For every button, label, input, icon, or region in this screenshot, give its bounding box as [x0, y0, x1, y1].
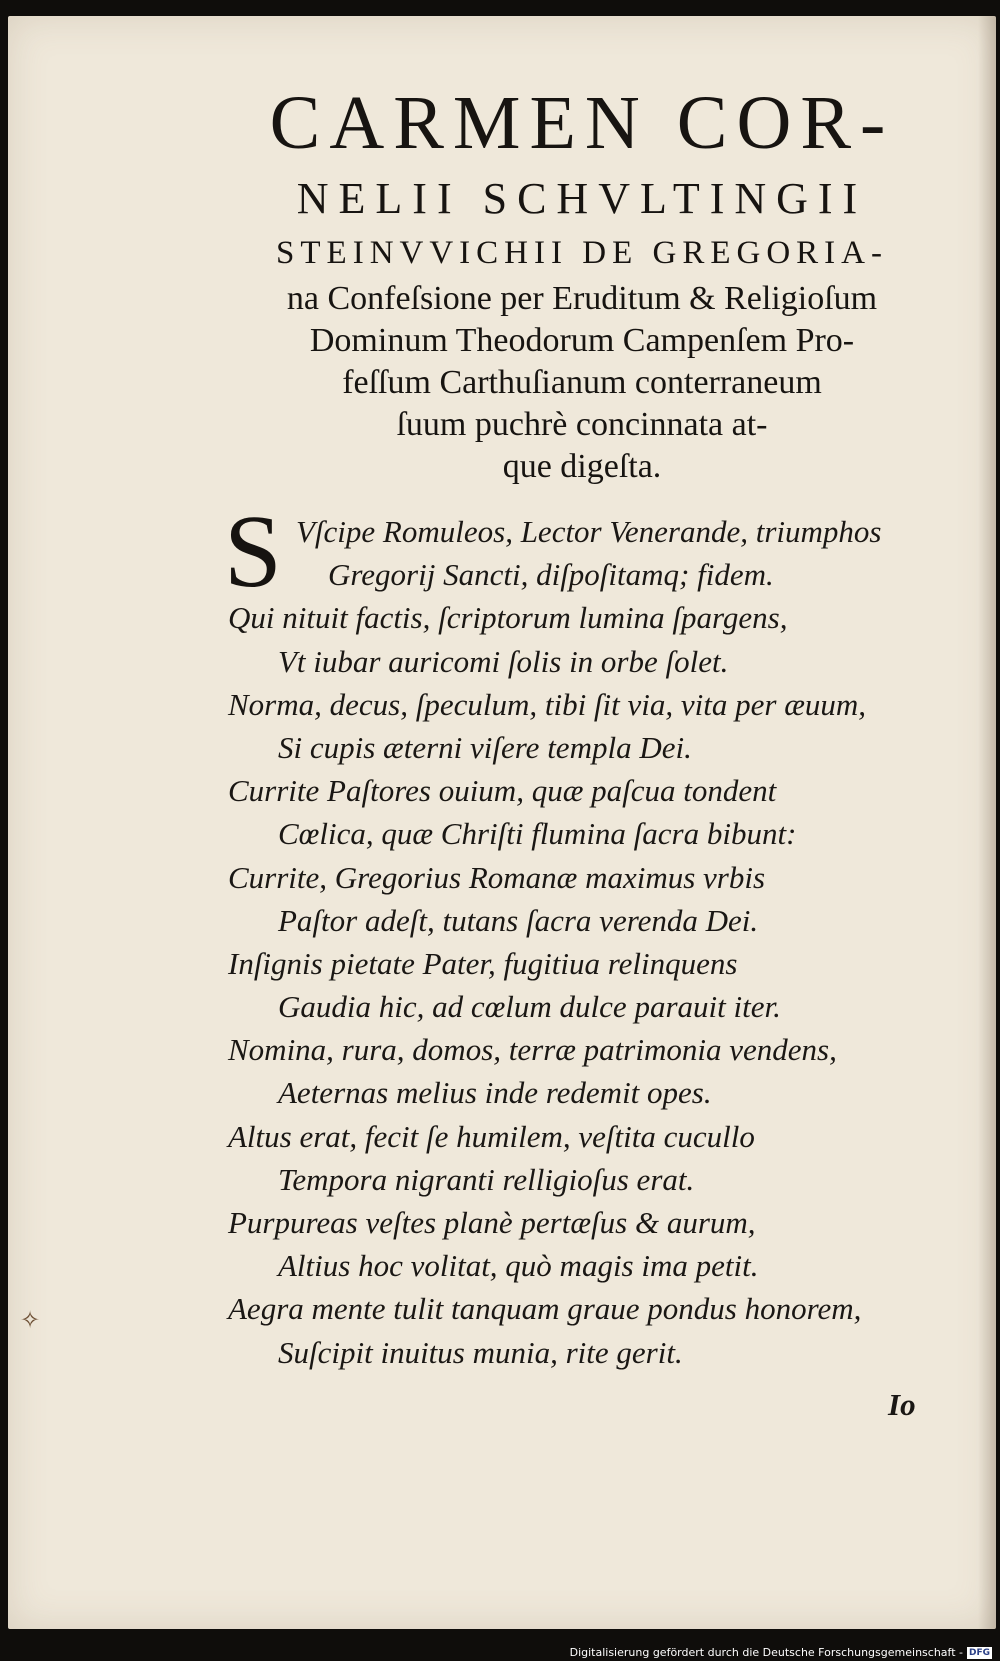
title-line-1: CARMEN COR-: [269, 81, 895, 165]
catchword: Io: [888, 1387, 916, 1422]
poem-line: Si cupis æterni viſere templa Dei.: [278, 729, 692, 765]
poem-line: Inſignis pietate Pater, fugitiua relinquens: [228, 945, 738, 981]
poem-line: Altus erat, fecit ſe humilem, veſtita cucullo: [228, 1118, 755, 1154]
title-subline: na Confeſsione per Eruditum & Religioſum: [286, 280, 878, 317]
drop-cap: S: [224, 494, 282, 609]
poem-line: Paſtor adeſt, tutans ſacra verenda Dei.: [278, 902, 759, 938]
page-edge-shadow: [978, 16, 996, 1629]
poem-line: Qui nituit factis, ſcriptorum lumina ſpargens,: [228, 600, 788, 636]
poem-line: Gaudia hic, ad cœlum dulce parauit iter.: [278, 989, 781, 1025]
title-subline: ſuum puchrè concinnata at-: [396, 406, 768, 443]
footer-text: Digitalisierung gefördert durch die Deutsche Forschungsgemeinschaft -: [569, 1646, 963, 1659]
poem-line: Cœlica, quæ Chriſti flumina ſacra bibunt:: [278, 816, 797, 852]
poem: [224, 494, 948, 1374]
poem-line: Vſcipe Romuleos, Lector Venerande, triumphos: [296, 514, 882, 549]
poem-line: Aeternas melius inde redemit opes.: [278, 1075, 712, 1111]
poem-line: Tempora nigranti relligioſus erat.: [278, 1161, 695, 1197]
footer: [570, 1646, 992, 1659]
margin-mark-icon: ✧: [20, 1308, 41, 1334]
poem-line: Gregorij Sancti, diſpoſitamq; fidem.: [328, 557, 774, 593]
poem-line: Currite Paſtores ouium, quæ paſcua tondent: [228, 773, 777, 809]
poem-line: Nomina, rura, domos, terræ patrimonia vendens,: [228, 1032, 837, 1068]
poem-line: Altius hoc volitat, quò magis ima petit.: [278, 1248, 759, 1284]
title-line-2: NELII SCHVLTINGII: [296, 174, 868, 223]
title-subline: feſſum Carthuſianum conterraneum: [342, 364, 822, 401]
title-subline: Dominum Theodorum Campenſem Pro-: [309, 322, 855, 359]
poem-line: Aegra mente tulit tanquam graue pondus honorem,: [228, 1291, 862, 1327]
title-block: [232, 80, 932, 488]
poem-line: Suſcipit inuitus munia, rite gerit.: [278, 1334, 683, 1370]
title-line-3: STEINVVICHII DE GREGORIA-: [276, 235, 888, 271]
poem-line: Norma, decus, ſpeculum, tibi ſit via, vita per æuum,: [228, 686, 867, 722]
title-subline: que digeſta.: [502, 448, 662, 485]
dfg-logo-icon: DFG: [968, 1647, 990, 1658]
poem-line: Purpureas veſtes planè pertæſus & aurum,: [228, 1205, 756, 1240]
poem-line: Vt iubar auricomi ſolis in orbe ſolet.: [278, 643, 729, 679]
poem-line: Currite, Gregorius Romanæ maximus vrbis: [228, 859, 766, 895]
